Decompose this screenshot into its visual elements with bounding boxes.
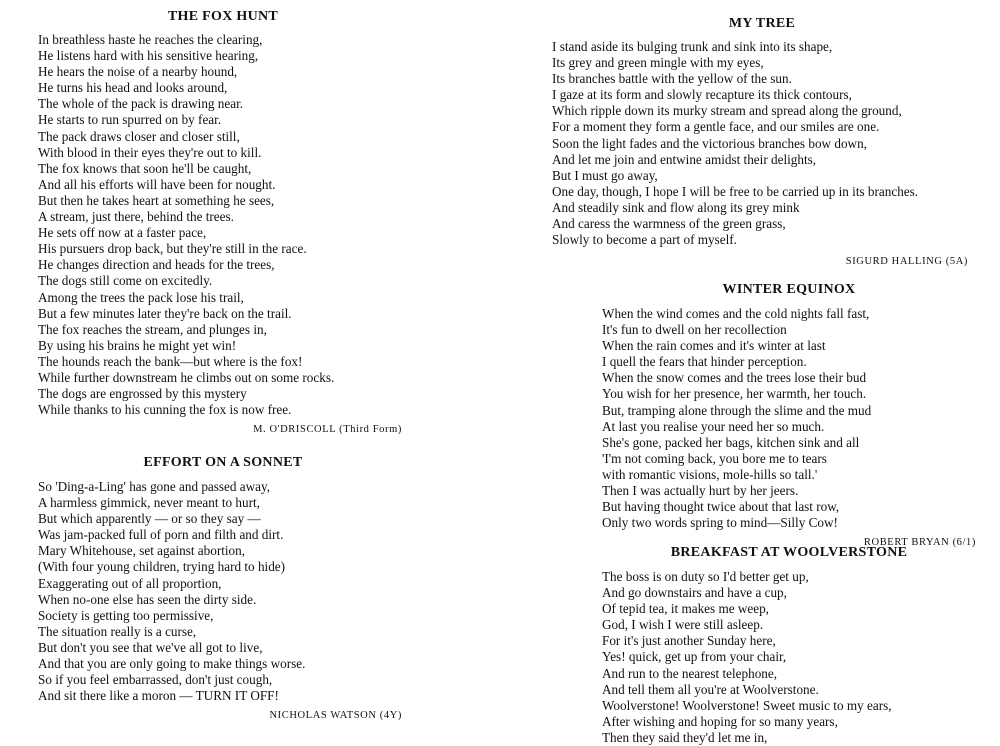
poem-line: Then I was actually hurt by her jeers. xyxy=(602,483,799,499)
poem-lines xyxy=(602,569,976,746)
poem-line: After wishing and hoping for so many years, xyxy=(602,713,838,729)
poem-line: His pursuers drop back, but they're still in the race. xyxy=(38,241,307,257)
poem-line: The pack draws closer and closer still, xyxy=(38,128,240,144)
poem-line: And sit there like a moron — TURN IT OFF! xyxy=(38,688,279,704)
poem-line: While thanks to his cunning the fox is now free. xyxy=(38,402,292,418)
poem-the-fox-hunt xyxy=(38,9,408,435)
poem-line: But which apparently — or so they say — xyxy=(38,511,261,527)
poem-winter-equinox xyxy=(602,282,976,548)
poem-line: The boss is on duty so I'd better get up, xyxy=(602,569,809,584)
poem-line: In breathless haste he reaches the clearing, xyxy=(38,32,263,47)
poem-breakfast-at-woolverstone xyxy=(602,545,976,746)
poem-effort-on-a-sonnet xyxy=(38,455,408,721)
poem-title: EFFORT ON A SONNET xyxy=(143,455,303,470)
poem-line: When the snow comes and the trees lose their bud xyxy=(602,370,867,386)
poem-line: The hounds reach the bank—but where is the fox! xyxy=(38,353,303,369)
poem-line: Then they said they'd let me in, xyxy=(602,729,768,745)
poem-line: When no-one else has seen the dirty side. xyxy=(38,591,257,607)
poem-line: So if you feel embarrassed, don't just cough, xyxy=(38,672,273,688)
poem-line: By using his brains he might yet win! xyxy=(38,337,237,353)
poem-line: For it's just another Sunday here, xyxy=(602,633,776,649)
poem-line: The dogs still come on excitedly. xyxy=(38,273,213,289)
poem-lines xyxy=(602,306,976,531)
poem-line: She's gone, packed her bags, kitchen sink and all xyxy=(602,434,860,450)
poem-title: MY TREE xyxy=(728,16,796,31)
poem-line: He starts to run spurred on by fear. xyxy=(38,112,222,128)
poem-line: But then he takes heart at something he sees, xyxy=(38,192,275,208)
poem-line: Soon the light fades and the victorious branches bow down, xyxy=(552,135,867,151)
right-page xyxy=(500,0,1000,745)
poem-line: When the wind comes and the cold nights fall fast, xyxy=(602,306,870,321)
poem-line: And steadily sink and flow along its grey mink xyxy=(552,199,800,215)
poem-line: A harmless gimmick, never meant to hurt, xyxy=(38,495,260,511)
poem-line: The fox reaches the stream, and plunges in, xyxy=(38,321,267,337)
poem-author: NICHOLAS WATSON (4Y) xyxy=(269,710,402,722)
poem-line: The fox knows that soon he'll be caught, xyxy=(38,160,252,176)
poem-line: When the rain comes and it's winter at last xyxy=(602,338,826,354)
poem-line: But I must go away, xyxy=(552,167,658,183)
poem-line: You wish for her presence, her warmth, her touch. xyxy=(602,386,867,402)
poem-line: Among the trees the pack lose his trail, xyxy=(38,289,244,305)
poem-line: And run to the nearest telephone, xyxy=(602,665,778,681)
poem-line: Society is getting too permissive, xyxy=(38,607,214,623)
poem-line: He changes direction and heads for the trees, xyxy=(38,257,275,273)
poem-author: SIGURD HALLING (5A) xyxy=(845,256,968,268)
poem-line: He sets off now at a faster pace, xyxy=(38,225,207,241)
poem-line: I gaze at its form and slowly recapture its thick contours, xyxy=(552,87,852,103)
poem-line: Woolverstone! Woolverstone! Sweet music to my ears, xyxy=(602,697,892,713)
poem-line: I stand aside its bulging trunk and sink into its shape, xyxy=(552,39,833,54)
poem-my-tree xyxy=(552,16,972,267)
poem-line: He hears the noise of a nearby hound, xyxy=(38,64,238,80)
poem-line: It's fun to dwell on her recollection xyxy=(602,322,787,338)
poem-line: But don't you see that we've all got to live, xyxy=(38,639,263,655)
poem-line: One day, though, I hope I will be free to be carried up in its branches. xyxy=(552,183,919,199)
poem-line: with romantic visions, mole-hills so tall.' xyxy=(602,466,818,482)
poem-line: And that you are only going to make things worse. xyxy=(38,656,306,672)
poem-line: The situation really is a curse, xyxy=(38,623,197,639)
poem-line: Which ripple down its murky stream and spread along the ground, xyxy=(552,103,902,119)
poem-line: I quell the fears that hinder perception. xyxy=(602,354,807,370)
poem-author: M. O'DRISCOLL (Third Form) xyxy=(253,424,402,436)
poem-line: Yes! quick, get up from your chair, xyxy=(602,649,787,665)
poem-line: The dogs are engrossed by this mystery xyxy=(38,386,247,402)
poem-title: THE FOX HUNT xyxy=(167,9,279,24)
poem-line: God, I wish I were still asleep. xyxy=(602,617,764,633)
poem-line: Mary Whitehouse, set against abortion, xyxy=(38,543,246,559)
poem-lines xyxy=(552,39,972,248)
poem-line: Its branches battle with the yellow of the sun. xyxy=(552,71,792,87)
poem-title: BREAKFAST AT WOOLVERSTONE xyxy=(670,545,908,560)
poem-line: But, tramping alone through the slime and the mud xyxy=(602,402,872,418)
poem-author: ROBERT BRYAN (6/1) xyxy=(863,537,976,549)
left-page xyxy=(0,0,500,737)
poem-line: And all his efforts will have been for nought. xyxy=(38,176,276,192)
poem-line: But having thought twice about that last row, xyxy=(602,499,840,515)
poem-line: Its grey and green mingle with my eyes, xyxy=(552,55,764,71)
poem-line: So 'Ding-a-Ling' has gone and passed away, xyxy=(38,479,271,494)
poem-line: Was jam-packed full of porn and filth and dirt. xyxy=(38,527,284,543)
poem-line: And caress the warmness of the green grass, xyxy=(552,216,786,232)
poem-title: WINTER EQUINOX xyxy=(722,282,856,297)
poem-line: And tell them all you're at Woolverstone. xyxy=(602,681,819,697)
poem-line: Only two words spring to mind—Silly Cow! xyxy=(602,515,838,531)
poem-line: With blood in their eyes they're out to kill. xyxy=(38,144,262,160)
poem-line: He listens hard with his sensitive hearing, xyxy=(38,48,259,64)
poem-line: Of tepid tea, it makes me weep, xyxy=(602,601,769,617)
poem-line: And go downstairs and have a cup, xyxy=(602,585,787,601)
poem-line: At last you realise your need her so much. xyxy=(602,418,825,434)
poem-line: The whole of the pack is drawing near. xyxy=(38,96,244,112)
poem-line: Exaggerating out of all proportion, xyxy=(38,575,222,591)
poem-line: Slowly to become a part of myself. xyxy=(552,232,737,248)
poem-line: 'I'm not coming back, you bore me to tears xyxy=(602,450,827,466)
poem-line: A stream, just there, behind the trees. xyxy=(38,209,234,225)
poem-lines xyxy=(38,32,408,418)
poem-line: And let me join and entwine amidst their delights, xyxy=(552,151,817,167)
poem-line: While further downstream he climbs out on some rocks. xyxy=(38,369,335,385)
poem-line: He turns his head and looks around, xyxy=(38,80,228,96)
poem-lines xyxy=(38,479,408,704)
poem-line: (With four young children, trying hard to hide) xyxy=(38,559,286,575)
poem-line: For a moment they form a gentle face, and our smiles are one. xyxy=(552,119,880,135)
poem-line: But a few minutes later they're back on the trail. xyxy=(38,305,292,321)
